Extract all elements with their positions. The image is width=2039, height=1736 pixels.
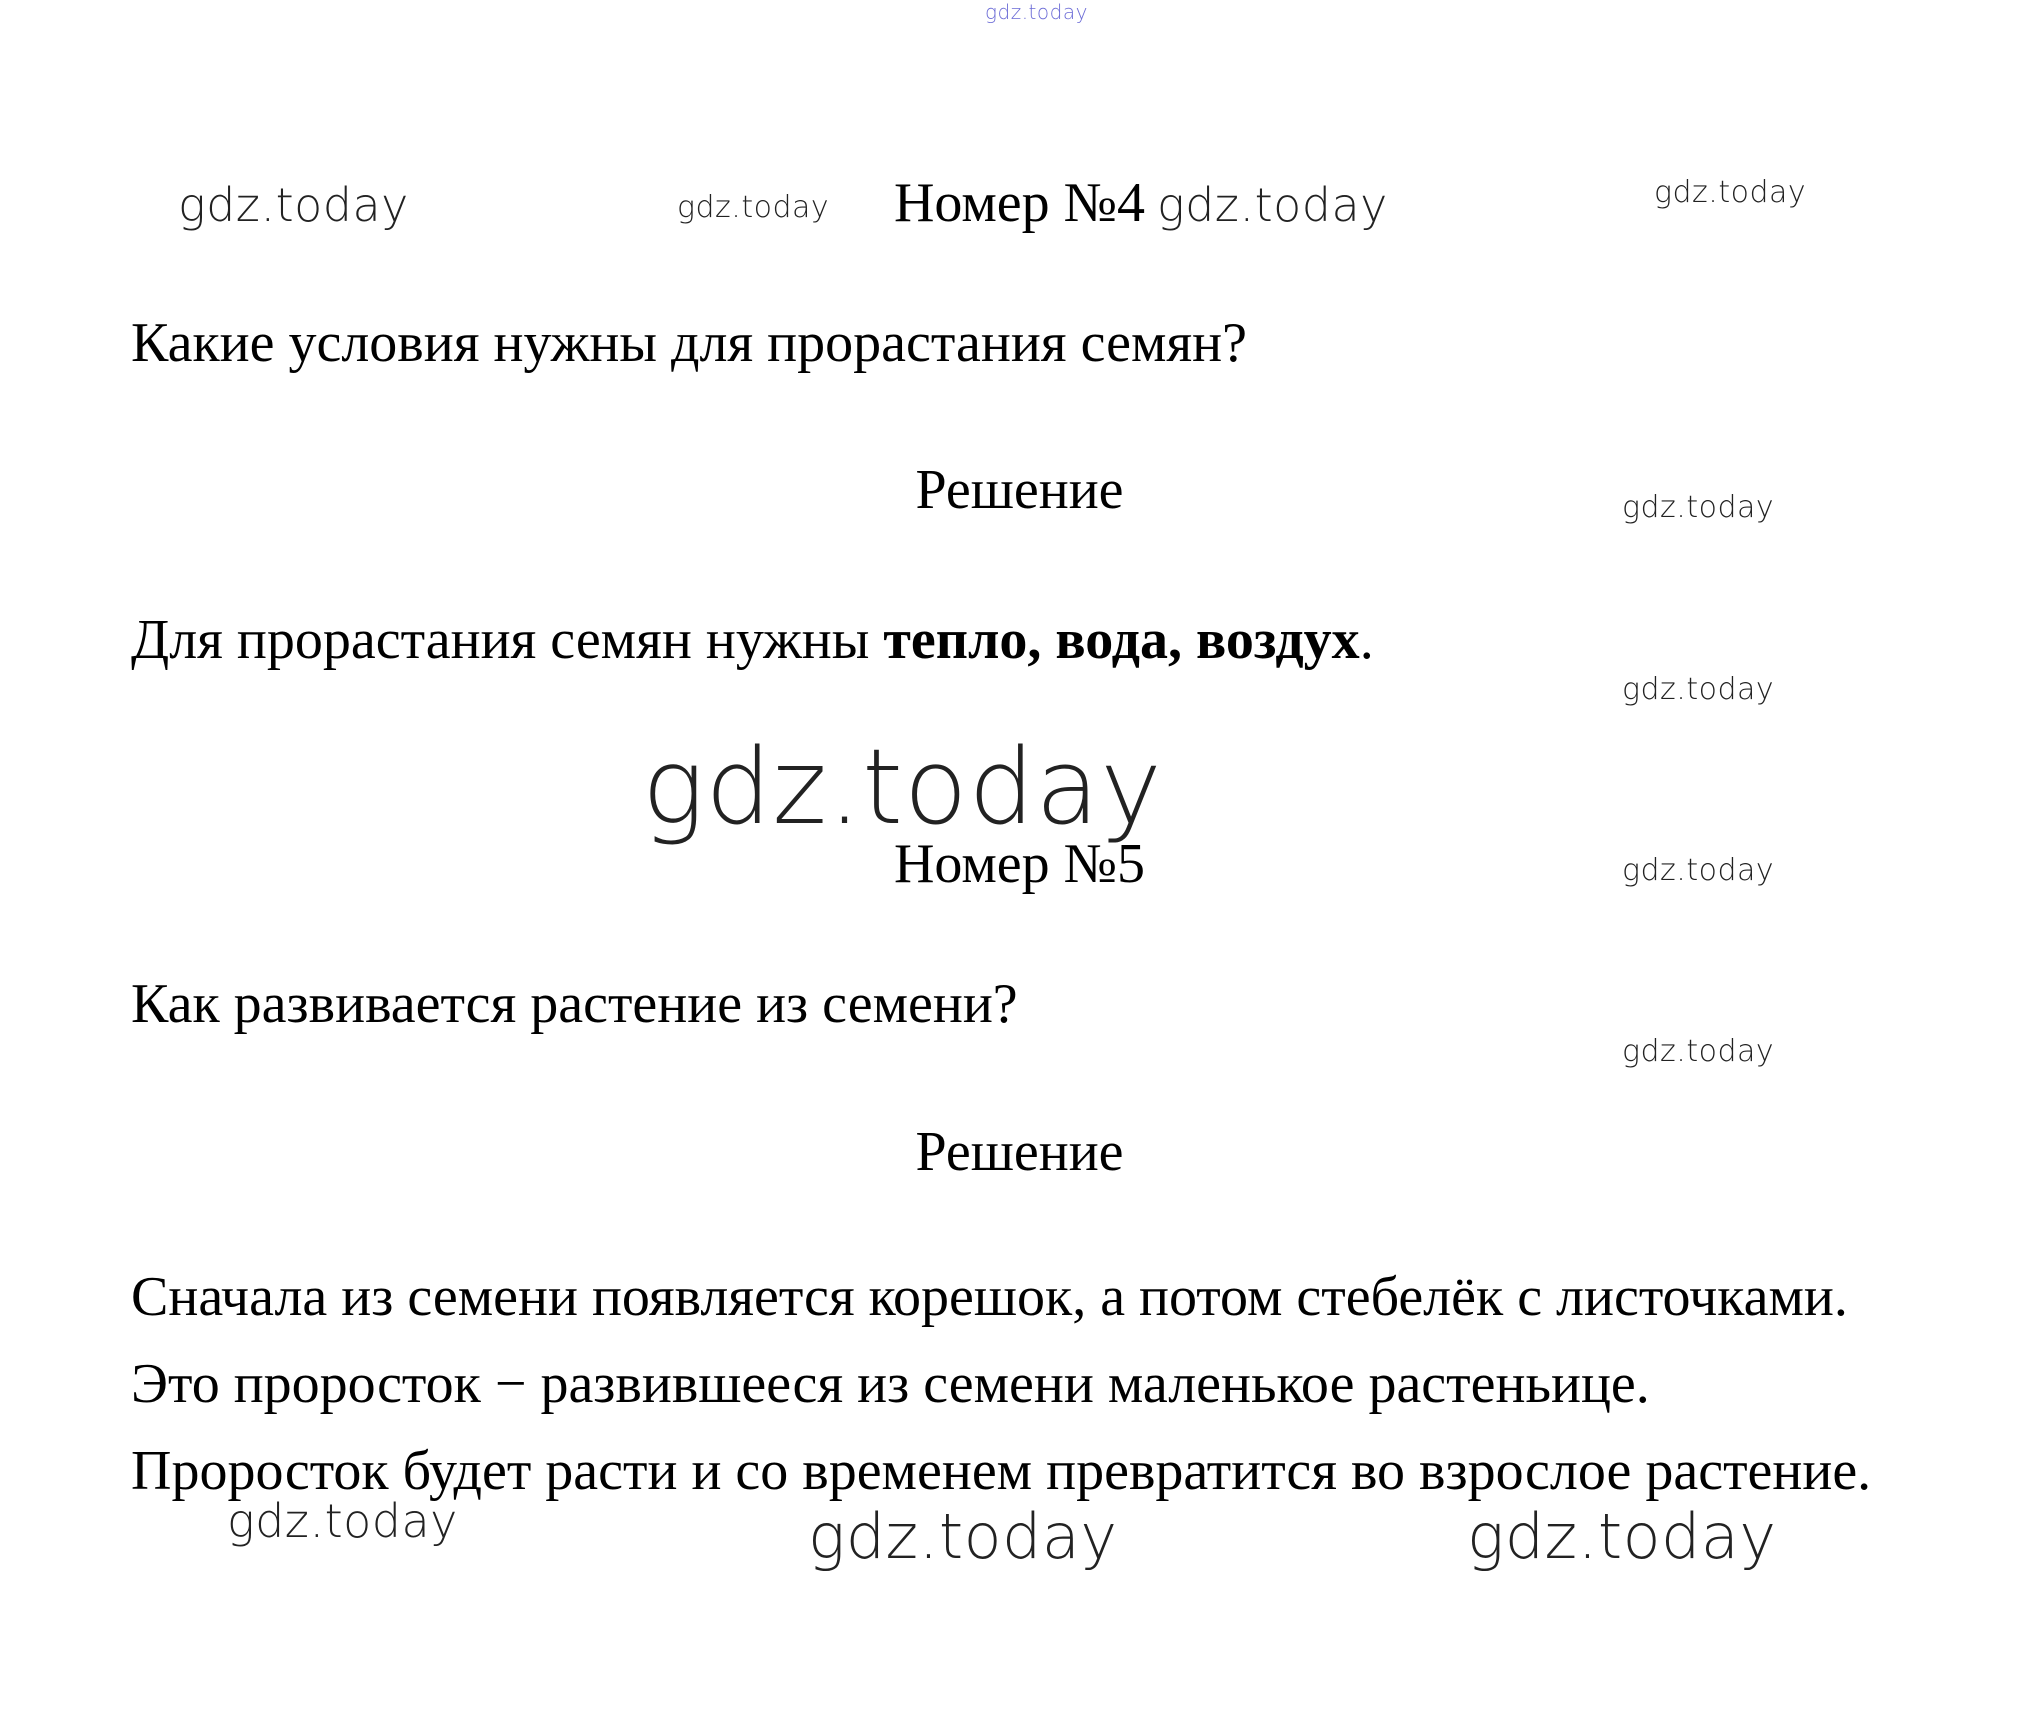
watermark: gdz.today xyxy=(1622,853,1775,888)
watermark: gdz.today xyxy=(178,178,409,232)
watermark: gdz.today xyxy=(1654,175,1807,210)
task4-answer xyxy=(131,608,1911,672)
task5-solution-label: Решение xyxy=(915,1121,1124,1183)
task5-answer: Сначала из семени появляется корешок, а потом стебелёк с листочками. Это проросток − развившееся из семени маленькое растеньице. Проросток будет расти и со временем превратится во взрослое растение. xyxy=(131,1266,1872,1502)
watermark: gdz.today xyxy=(1622,672,1775,707)
task5-question: Как развивается растение из семени? xyxy=(131,973,1018,1035)
task4-answer-prefix: Для прорастания семян нужны xyxy=(131,609,884,671)
watermark-top: gdz.today xyxy=(985,0,1088,24)
watermark: gdz.today xyxy=(1622,1034,1775,1069)
task4-answer-bold: тепло, вода, воздух xyxy=(883,609,1360,671)
watermark: gdz.today xyxy=(1467,1500,1777,1573)
task5-title: Номер №5 xyxy=(893,833,1146,895)
watermark: gdz.today xyxy=(677,190,830,225)
watermark: gdz.today xyxy=(808,1500,1118,1573)
watermark: gdz.today xyxy=(1622,490,1775,525)
watermark: gdz.today xyxy=(1157,178,1388,232)
watermark-large: gdz.today xyxy=(642,726,1163,848)
task4-answer-suffix: . xyxy=(1359,609,1374,671)
task4-question: Какие условия нужны для прорастания семян? xyxy=(131,312,1247,374)
watermark: gdz.today xyxy=(227,1494,458,1548)
task4-title: Номер №4 xyxy=(893,172,1146,234)
task4-solution-label: Решение xyxy=(915,459,1124,521)
